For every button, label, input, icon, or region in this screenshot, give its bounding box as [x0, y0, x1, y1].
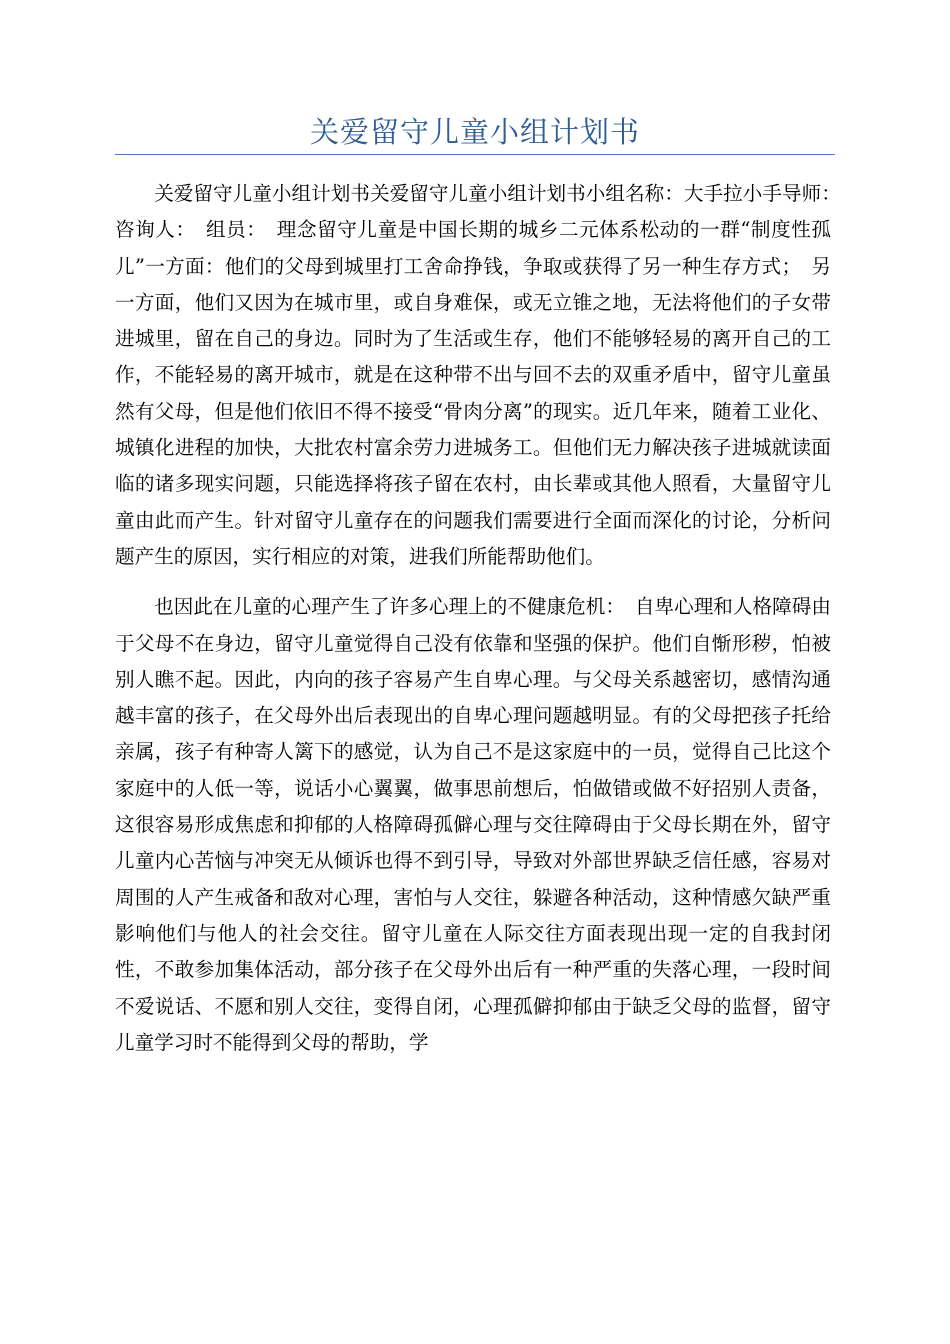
body-paragraph-2: 也因此在儿童的心理产生了许多心理上的不健康危机： 自卑心理和人格障碍由于父母不在身边，留守儿童觉得自己没有依靠和坚强的保护。他们自惭形秽，怕被别人瞧不起。因此，内向的孩子容易产生自卑心理。与父母关系越密切，感情沟通越丰富的孩子，在父母外出后表现出的自卑心理问题越明显。有的父母把孩子托给亲属，孩子有种寄人篱下的感觉，认为自己不是这家庭中的一员，觉得自己比这个家庭中的人低一等，说话小心翼翼，做事思前想后，怕做错或做不好招别人责备，这很容易形成焦虑和抑郁的人格障碍孤僻心理与交往障碍由于父母长期在外，留守儿童内心苦恼与冲突无从倾诉也得不到引导，导致对外部世界缺乏信任感，容易对周围的人产生戒备和敌对心理，害怕与人交往，躲避各种活动，这种情感欠缺严重影响他们与他人的社会交往。留守儿童在人际交往方面表现出现一定的自我封闭性，不敢参加集体活动，部分孩子在父母外出后有一种严重的失落心理，一段时间不爱说话、不愿和别人交往，变得自闭，心理孤僻抑郁由于缺乏父母的监督，留守儿童学习时不能得到父母的帮助，学: [115, 595, 831, 1054]
document-title: 关爱留守儿童小组计划书: [309, 115, 640, 149]
document-body: [115, 176, 851, 1061]
title-underline-rule: [115, 154, 835, 155]
body-paragraph-1: 关爱留守儿童小组计划书关爱留守儿童小组计划书小组名称：大手拉小手导师： 咨询人： 组员： 理念留守儿童是中国长期的城乡二元体系松动的一群“制度性孤儿”一方面：他们的父母到城里打工舍命挣钱，争取或获得了另一种生存方式； 另一方面，他们又因为在城市里，或自身难保，或无立锥之地，无法将他们的子女带进城里，留在自己的身边。同时为了生活或生存，他们不能够轻易的离开自己的工作，不能轻易的离开城市，就是在这种带不出与回不去的双重矛盾中，留守儿童虽然有父母，但是他们依旧不得不接受“骨肉分离”的现实。近几年来，随着工业化、城镇化进程的加快，大批农村富余劳力进城务工。但他们无力解决孩子进城就读面临的诸多现实问题，只能选择将孩子留在农村，由长辈或其他人照看，大量留守儿童由此而产生。针对留守儿童存在的问题我们需要进行全面而深化的讨论，分析问题产生的原因，实行相应的对策，进我们所能帮助他们。: [115, 182, 851, 568]
